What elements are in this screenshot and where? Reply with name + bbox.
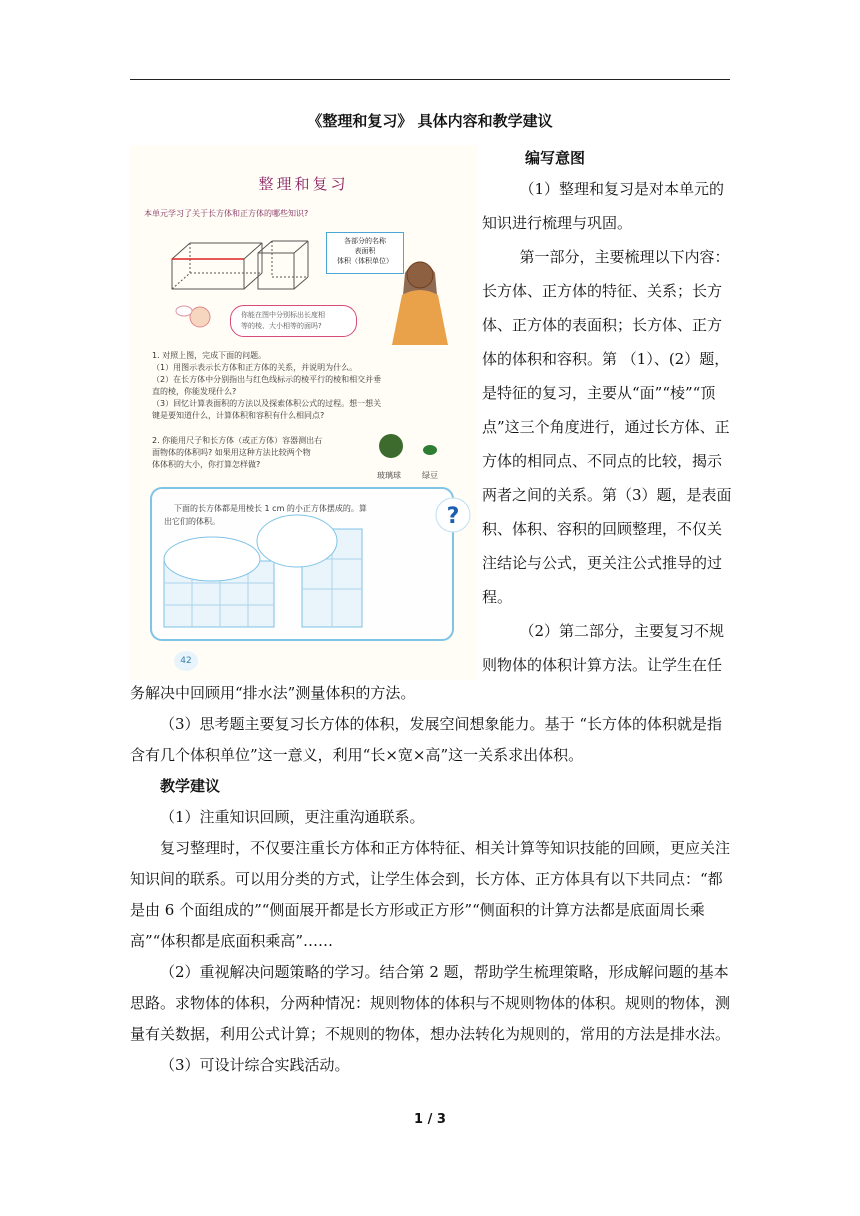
body-paragraph: 务解决中回顾用“排水法”测量体积的方法。 — [130, 684, 416, 702]
question-1-line: 直的棱，你能发现什么? — [152, 387, 237, 396]
section-heading-suggestions: 教学建议 — [160, 777, 221, 795]
question-1-line: （2）在长方体中分别指出与红色线标示的棱平行的棱和相交并垂 — [152, 375, 382, 384]
question-1-line: 键是要知道什么，计算体积和容积有什么相同点? — [152, 411, 325, 420]
textbook-page-number: 42 — [174, 651, 198, 671]
section-heading-intent: 编写意图 — [525, 149, 586, 167]
suggestion-paragraph: （3）可设计综合实践活动。 — [160, 1056, 350, 1074]
question-1-line: 1. 对照上图，完成下面的问题。 — [152, 351, 267, 360]
svg-text:?: ? — [446, 504, 460, 529]
cube-stack-figures — [152, 489, 452, 639]
glass-ball-label: 玻璃球 — [377, 471, 401, 480]
intent-paragraph: （1）整理和复习是对本单元的知识进行梳理与巩固。 — [482, 180, 725, 232]
question-mark-icon — [433, 495, 473, 535]
intent-paragraph: （2）第二部分，主要复习不规则物体的体积计算方法。让学生在任 — [482, 622, 725, 674]
body-section — [130, 678, 730, 1081]
bean-label: 绿豆 — [422, 471, 438, 480]
glass-ball-and-bean — [375, 430, 475, 470]
textbook-intro: 本单元学习了关于长方体和正方体的哪些知识? — [144, 209, 309, 218]
question-2-line: 体体积的大小，你打算怎样做? — [152, 460, 261, 469]
question-2-line: 2. 你能用尺子和长方体（或正方体）容器测出右 — [152, 436, 323, 445]
speech-bubble: 你能在图中分别标出长度相 等的棱、大小相等的面吗? — [230, 305, 357, 337]
header-rule — [130, 79, 730, 80]
suggestion-paragraph: （2）重视解决问题策略的学习。结合第 2 题，帮助学生梳理策略，形成解问题的基本思路。求物体的体积，分两种情况：规则物体的体积与不规则物体的体积。规则的物体，测量有关数据，利用公式计算；不规则的物体，想办法转化为规则的，常用的方法是排水法。 — [130, 963, 731, 1043]
page-number: 1 / 3 — [414, 1112, 446, 1127]
suggestion-paragraph: （1）注重知识回顾，更注重沟通联系。 — [160, 808, 425, 826]
intent-paragraph: 第一部分，主要梳理以下内容：长方体、正方体的特征、关系；长方体、正方体的表面积；长方体、正方体的体积和容积。第 （1）、(2）题，是特征的复习，主要从“面”“棱”“顶点”这三个角度进行，通过长方体、正方体的相同点、不同点的比较，揭示两者之间的关系。第（3）题，是表面积、体积、容积的回顾整理，不仅关注结论与公式，更关注公式推导的过程。 — [482, 248, 732, 606]
body-paragraph: （3）思考题主要复习长方体的体积，发展空间想象能力。基于 “长方体的体积就是指含有几个体积单位”这一意义，利用“长×宽×高”这一关系求出体积。 — [130, 715, 722, 764]
page-title: 《整理和复习》 具体内容和教学建议 — [307, 112, 553, 130]
knowledge-sign: 各部分的名称 表面积 体积（体积单位） — [326, 232, 404, 274]
question-2-line: 面物体的体积吗? 如果用这种方法比较两个物 — [152, 448, 311, 457]
question-1-line: （3）回忆计算表面积的方法以及探索体积公式的过程。想一想关 — [152, 399, 382, 408]
suggestion-paragraph: 复习整理时，不仅要注重长方体和正方体特征、相关计算等知识技能的回顾，更应关注知识间的联系。可以用分类的方式，让学生体会到，长方体、正方体具有以下共同点：“都是由 6 个面组成的”“侧面展开都是长方形或正方形”“侧面积的计算方法都是底面周长乘高”“体积都是底面积乘高”…… — [130, 839, 731, 950]
question-1-line: （1）用图示表示长方体和正方体的关系，并说明为什么。 — [152, 363, 358, 372]
textbook-page-image — [130, 145, 477, 680]
thinking-box: 下面的长方体都是用棱长 1 cm 的小正方体摆成的。算 出它们的体积。 — [150, 487, 454, 641]
intent-column — [482, 172, 732, 682]
textbook-title: 整理和复习 — [258, 175, 349, 193]
